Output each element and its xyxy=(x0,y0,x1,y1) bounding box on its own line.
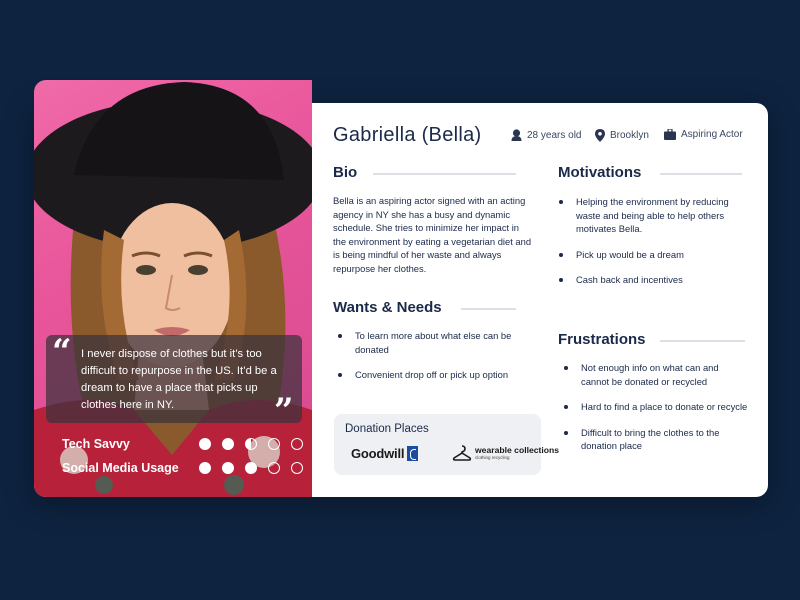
goodwill-logo xyxy=(351,446,418,461)
bio-text: Bella is an aspiring actor signed with an acting agency in NY she has a busy and dynamic schedule. She tries to minimize her impact in the environment by eating a vegetarian diet and is being mindful of her waste and always repurpose her clothes. xyxy=(333,195,532,274)
occupation-text: Aspiring Actor xyxy=(681,129,743,140)
rating-dot xyxy=(268,462,280,474)
occupation-info xyxy=(664,129,743,140)
frustrations-heading: Frustrations xyxy=(558,331,646,348)
donation-heading: Donation Places xyxy=(345,423,429,435)
list-item: Pick up would be a dream xyxy=(554,248,744,262)
rating-dot xyxy=(222,462,234,474)
wearable-collections-name: wearable collections xyxy=(475,444,560,455)
wants-divider xyxy=(461,308,516,310)
skill-label-tech-savvy: Tech Savvy xyxy=(62,437,130,451)
rating-dot xyxy=(199,462,211,474)
motivations-heading: Motivations xyxy=(558,164,642,181)
skill-label-social-media: Social Media Usage xyxy=(62,461,179,475)
person-icon xyxy=(511,129,522,141)
persona-photo xyxy=(34,80,312,497)
close-quote-icon: ” xyxy=(274,391,294,431)
rating-dot xyxy=(222,438,234,450)
wearable-collections-tagline: clothing recycling xyxy=(475,454,510,460)
wants-heading: Wants & Needs xyxy=(333,299,442,316)
bio-heading: Bio xyxy=(333,164,358,181)
motivations-list xyxy=(554,195,744,299)
location-info xyxy=(595,129,649,142)
frustrations-list xyxy=(559,361,749,465)
goodwill-emblem-icon xyxy=(407,446,418,461)
hanger-icon xyxy=(452,444,472,462)
frustrations-divider xyxy=(660,340,745,342)
list-item: To learn more about what else can be donated xyxy=(333,329,533,356)
goodwill-name: Goodwill xyxy=(351,446,405,461)
persona-quote: I never dispose of clothes but it’s too difficult to repurpose in the US. It’d be a dream to have a place that picks up clothes here in NY. xyxy=(81,348,277,411)
persona-name: Gabriella (Bella) xyxy=(333,124,482,146)
list-item: Helping the environment by reducing waste and being able to help others motivates Bella. xyxy=(554,195,744,236)
rating-dot xyxy=(268,438,280,450)
location-pin-icon xyxy=(595,129,605,142)
age-text: 28 years old xyxy=(527,129,582,141)
list-item: Convenient drop off or pick up option xyxy=(333,368,533,382)
social-media-rating xyxy=(199,462,303,474)
rating-dot xyxy=(291,462,303,474)
list-item: Difficult to bring the clothes to the donation place xyxy=(559,426,749,453)
rating-dot xyxy=(291,438,303,450)
age-info xyxy=(511,129,581,141)
wearable-collections-logo xyxy=(452,444,559,462)
wants-list xyxy=(333,329,533,394)
rating-dot xyxy=(245,462,257,474)
list-item: Hard to find a place to donate or recycle xyxy=(559,400,749,414)
briefcase-icon xyxy=(664,129,676,140)
motivations-divider xyxy=(660,173,742,175)
list-item: Not enough info on what can and cannot be donated or recycled xyxy=(559,361,749,388)
rating-dot xyxy=(245,438,257,450)
rating-dot xyxy=(199,438,211,450)
list-item: Cash back and incentives xyxy=(554,273,744,287)
bio-divider xyxy=(373,173,516,175)
tech-savvy-rating xyxy=(199,438,303,450)
location-text: Brooklyn xyxy=(610,130,649,141)
portrait-illustration xyxy=(34,80,312,497)
open-quote-icon: “ xyxy=(52,332,72,372)
